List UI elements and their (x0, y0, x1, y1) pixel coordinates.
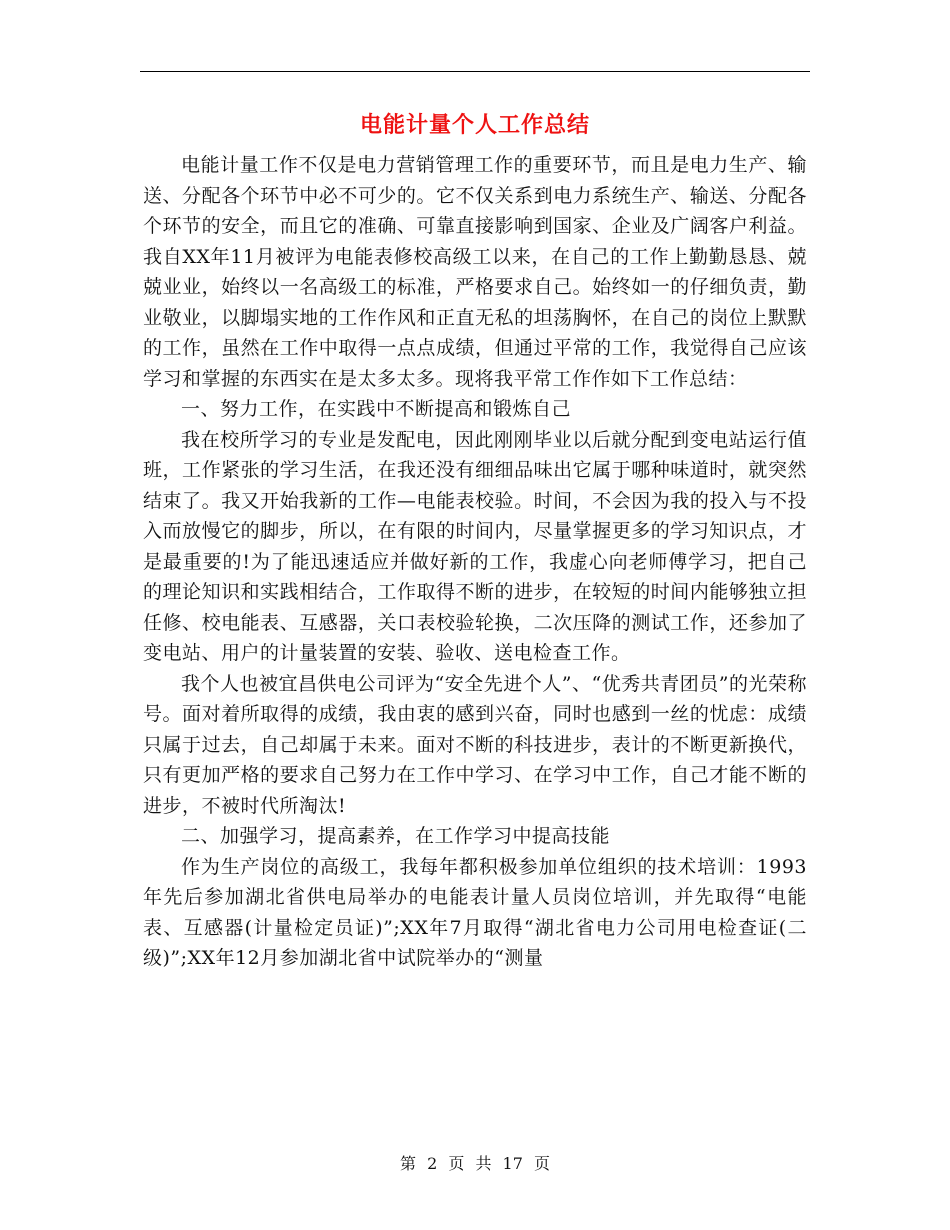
document-title: 电能计量个人工作总结 (359, 112, 590, 138)
document-body (143, 150, 807, 974)
section-heading: 一、努力工作，在实践中不断提高和锻炼自己 (181, 398, 572, 420)
page-number-footer: 第 2 页 共 17 页 (400, 1154, 550, 1173)
section-heading: 二、加强学习，提高素养，在工作学习中提高技能 (181, 825, 611, 847)
body-paragraph: 我个人也被宜昌供电公司评为“安全先进个人”、“优秀共青团员”的光荣称号。面对着所取得的成绩，我由衷的感到兴奋，同时也感到一丝的忧虑：成绩只属于过去，自己却属于未来。面对不断的科技进步，表计的不断更新换代，只有更加严格的要求自己努力在工作中学习、在学习中工作，自己才能不断的进步，不被时代所淘汰! (143, 672, 807, 817)
body-paragraph: 我在校所学习的专业是发配电，因此刚刚毕业以后就分配到变电站运行值班，工作紧张的学习生活，在我还没有细细品味出它属于哪种味道时，就突然结束了。我又开始我新的工作—电能表校验。时间，不会因为我的投入与不投入而放慢它的脚步，所以，在有限的时间内，尽量掌握更多的学习知识点，才是最重要的!为了能迅速适应并做好新的工作，我虚心向老师傅学习，把自己的理论知识和实践相结合，工作取得不断的进步，在较短的时间内能够独立担任修、校电能表、互感器，关口表校验轮换，二次压降的测试工作，还参加了变电站、用户的计量装置的安装、验收、送电检查工作。 (143, 428, 807, 664)
body-paragraph: 作为生产岗位的高级工，我每年都积极参加单位组织的技术培训：1993年先后参加湖北省供电局举办的电能表计量人员岗位培训，并先取得“电能表、互感器(计量检定员证)”;XX年7月取得“湖北省电力公司用电检查证(二级)”;XX年12月参加湖北省中试院举办的“测量 (143, 855, 807, 969)
body-paragraph: 电能计量工作不仅是电力营销管理工作的重要环节，而且是电力生产、输送、分配各个环节中必不可少的。它不仅关系到电力系统生产、输送、分配各个环节的安全，而且它的准确、可靠直接影响到国家、企业及广阔客户利益。我自XX年11月被评为电能表修校高级工以来，在自己的工作上勤勤恳恳、兢兢业业，始终以一名高级工的标准，严格要求自己。始终如一的仔细负责，勤业敬业，以脚塌实地的工作作风和正直无私的坦荡胸怀，在自己的岗位上默默的工作，虽然在工作中取得一点点成绩，但通过平常的工作，我觉得自己应该学习和掌握的东西实在是太多太多。现将我平常工作作如下工作总结： (143, 154, 807, 390)
header-rule (140, 71, 810, 72)
